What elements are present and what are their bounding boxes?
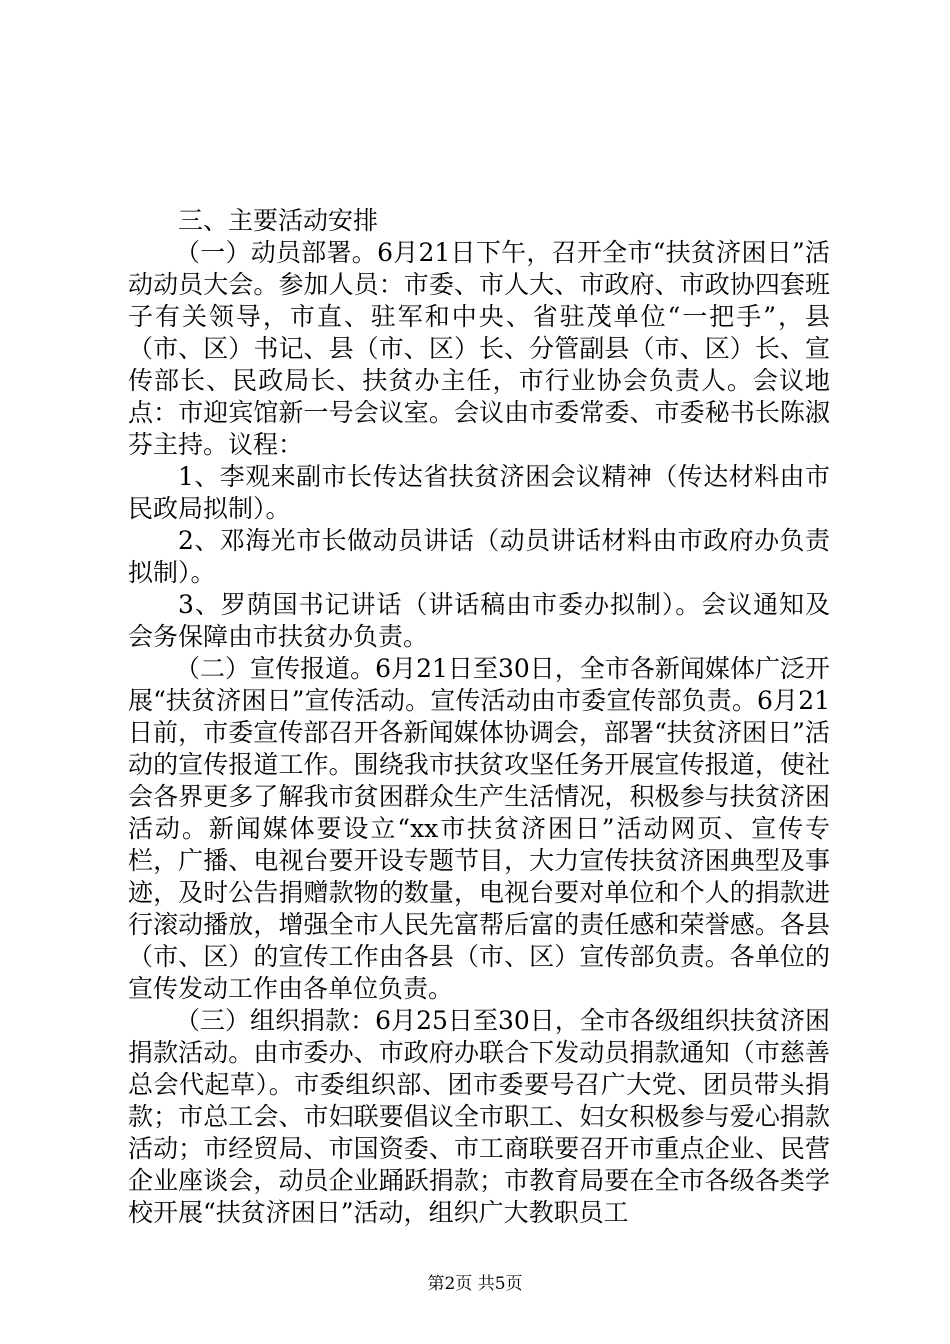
paragraph-mobilization: （一）动员部署。6月21日下午，召开全市“扶贫济困日”活动动员大会。参加人员：市委、市人大、市政府、市政协四套班子有关领导，市直、驻军和中央、省驻茂单位“一把手”，县（市、区）书记、县（市、区）长、分管副县（市、区）长、宣传部长、民政局长、扶贫办主任，市行业协会负责人。会议地点：市迎宾馆新一号会议室。会议由市委常委、市委秘书长陈淑芬主持。议程： [128,238,830,459]
paragraph-publicity: （二）宣传报道。6月21日至30日，全市各新闻媒体广泛开展“扶贫济困日”宣传活动。宣传活动由市委宣传部负责。6月21日前，市委宣传部召开各新闻媒体协调会，部署“扶贫济困日”活动的宣传报道工作。围绕我市扶贫攻坚任务开展宣传报道，使社会各界更多了解我市贫困群众生产生活情况，积极参与扶贫济困活动。新闻媒体要设立“xx市扶贫济困日”活动网页、宣传专栏，广播、电视台要开设专题节目，大力宣传扶贫济困典型及事迹，及时公告捐赠款物的数量，电视台要对单位和个人的捐款进行滚动播放，增强全市人民先富帮后富的责任感和荣誉感。各县（市、区）的宣传工作由各县（市、区）宣传部负责。各单位的宣传发动工作由各单位负责。 [128,654,830,1003]
paragraph-donation: （三）组织捐款：6月25日至30日，全市各级组织扶贫济困捐款活动。由市委办、市政府办联合下发动员捐款通知（市慈善总会代起草）。市委组织部、团市委要号召广大党、团员带头捐款；市总工会、市妇联要倡议全市职工、妇女积极参与爱心捐款活动；市经贸局、市国资委、市工商联要召开市重点企业、民营企业座谈会，动员企业踊跃捐款；市教育局要在全市各级各类学校开展“扶贫济困日”活动，组织广大教职员工 [128,1006,830,1227]
paragraph-agenda-item-1: 1、李观来副市长传达省扶贫济困会议精神（传达材料由市民政局拟制）。 [128,462,830,523]
document-body [128,205,830,1229]
paragraph-agenda-item-2: 2、邓海光市长做动员讲话（动员讲话材料由市政府办负责拟制）。 [128,526,830,587]
page-number-footer: 第2页 共5页 [427,1274,523,1294]
section-heading: 三、主要活动安排 [178,206,379,235]
paragraph-agenda-item-3: 3、罗荫国书记讲话（讲话稿由市委办拟制）。会议通知及会务保障由市扶贫办负责。 [128,590,830,651]
